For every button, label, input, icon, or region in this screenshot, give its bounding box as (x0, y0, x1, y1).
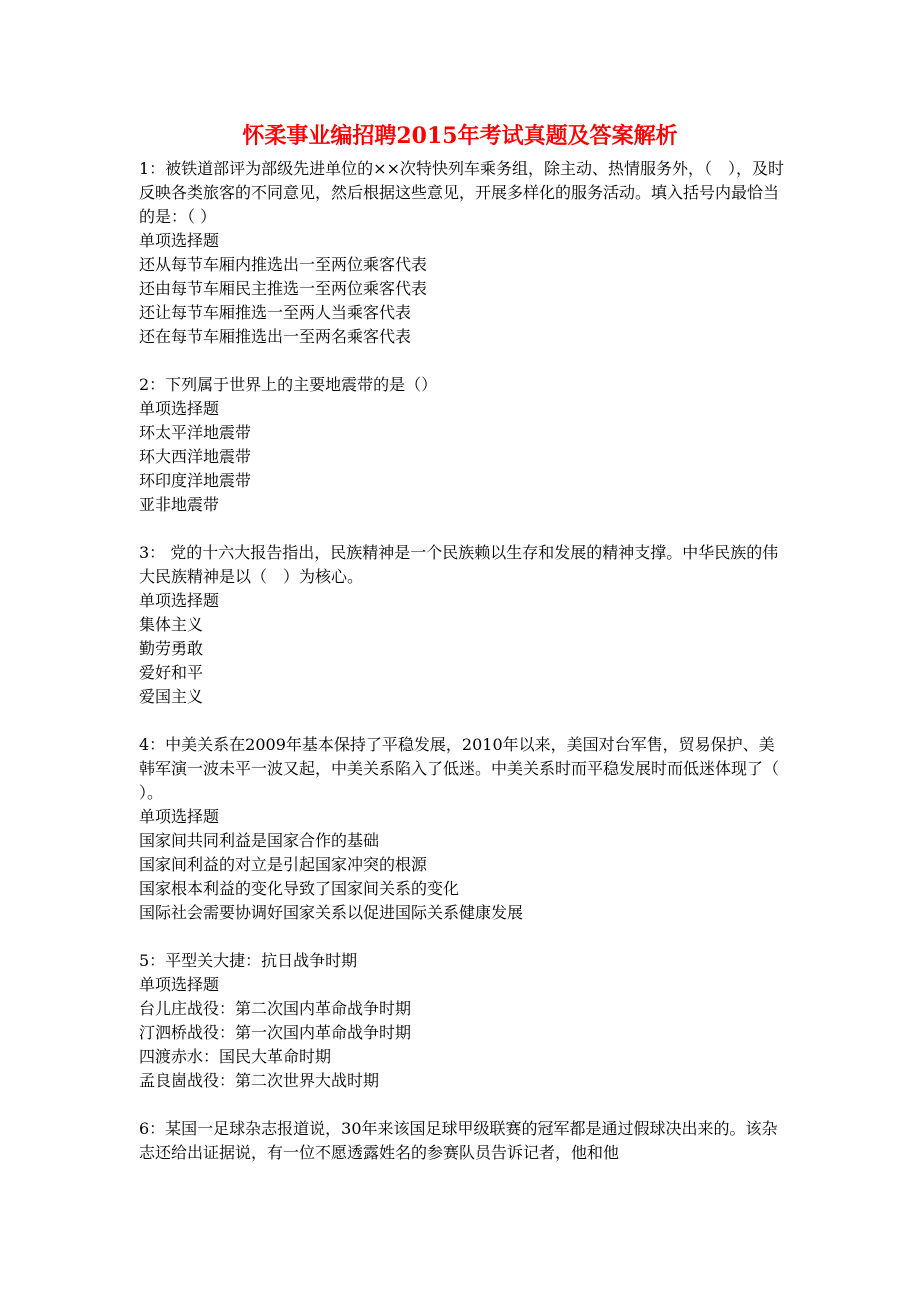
question-type: 单项选择题 (139, 231, 220, 250)
question-type: 单项选择题 (139, 807, 220, 826)
option-a: 台儿庄战役：第二次国内革命战争时期 (139, 999, 412, 1018)
question-stem: 6：某国一足球杂志报道说，30年来该国足球甲级联赛的冠军都是通过假球决出来的。该杂志还给出证据说，有一位不愿透露姓名的参赛队员告诉记者，他和他 (139, 1119, 778, 1162)
question-6 (139, 1117, 789, 1165)
option-b: 勤劳勇敢 (139, 639, 204, 658)
option-c: 爱好和平 (139, 663, 204, 682)
option-b: 还由每节车厢民主推选一至两位乘客代表 (139, 279, 428, 298)
question-2 (139, 373, 789, 517)
page-title: 怀柔事业编招聘2015年考试真题及答案解析 (242, 123, 678, 149)
question-type: 单项选择题 (139, 399, 220, 418)
option-b: 环大西洋地震带 (139, 447, 252, 466)
question-list (139, 157, 789, 1189)
option-d: 孟良崮战役：第二次世界大战时期 (139, 1071, 380, 1090)
question-stem: 1：被铁道部评为部级先进单位的××次特快列车乘务组，除主动、热情服务外，（ ），及时反映各类旅客的不同意见，然后根据这些意见，开展多样化的服务活动。填入括号内最恰当的是：（ ） (139, 159, 784, 226)
question-1 (139, 157, 789, 349)
question-5 (139, 949, 789, 1093)
question-type: 单项选择题 (139, 591, 220, 610)
option-d: 爱国主义 (139, 687, 204, 706)
option-a: 集体主义 (139, 615, 204, 634)
option-c: 国家根本利益的变化导致了国家间关系的变化 (139, 879, 460, 898)
question-type: 单项选择题 (139, 975, 220, 994)
question-stem: 2：下列属于世界上的主要地震带的是（） (139, 375, 438, 394)
option-c: 环印度洋地震带 (139, 471, 252, 490)
option-a: 国家间共同利益是国家合作的基础 (139, 831, 380, 850)
option-d: 亚非地震带 (139, 495, 220, 514)
option-c: 四渡赤水：国民大革命时期 (139, 1047, 332, 1066)
question-stem: 3： 党的十六大报告指出，民族精神是一个民族赖以生存和发展的精神支撑。中华民族的伟大民族精神是以（ ）为核心。 (139, 543, 779, 586)
question-stem: 5：平型关大捷：抗日战争时期 (139, 951, 358, 970)
option-c: 还让每节车厢推选一至两人当乘客代表 (139, 303, 412, 322)
question-stem: 4：中美关系在2009年基本保持了平稳发展，2010年以来，美国对台军售，贸易保护、美韩军演一波未平一波又起，中美关系陷入了低迷。中美关系时而平稳发展时而低迷体现了（ ）。 (139, 735, 780, 802)
option-b: 国家间利益的对立是引起国家冲突的根源 (139, 855, 428, 874)
question-3 (139, 541, 789, 709)
question-4 (139, 733, 789, 925)
option-d: 国际社会需要协调好国家关系以促进国际关系健康发展 (139, 903, 524, 922)
option-d: 还在每节车厢推选出一至两名乘客代表 (139, 327, 412, 346)
option-a: 环太平洋地震带 (139, 423, 252, 442)
option-a: 还从每节车厢内推选出一至两位乘客代表 (139, 255, 428, 274)
option-b: 汀泗桥战役：第一次国内革命战争时期 (139, 1023, 412, 1042)
